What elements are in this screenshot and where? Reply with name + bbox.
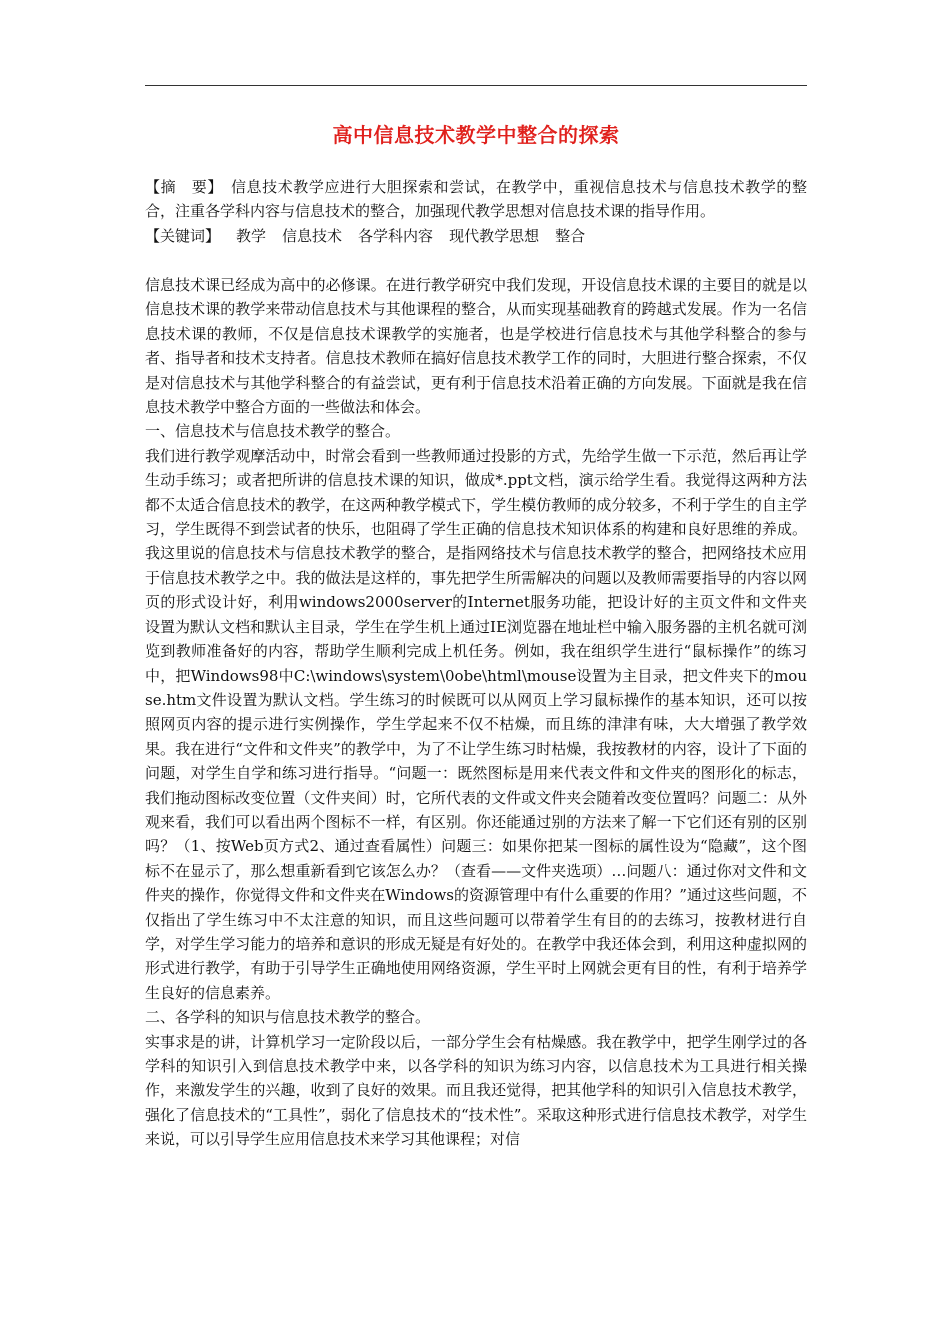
keyword: 教学 [236,227,267,245]
intro-paragraph: 信息技术课已经成为高中的必修课。在进行教学研究中我们发现，开设信息技术课的主要目的就是以信息技术课的教学来带动信息技术与其他课程的整合，从而实现基础教育的跨越式发展。作为一名信息技术课的教师，不仅是信息技术课教学的实施者，也是学校进行信息技术与其他学科整合的参与者、指导者和技术支持者。信息技术教师在搞好信息技术教学工作的同时，大胆进行整合探索，不仅是对信息技术与其他学科整合的有益尝试，更有利于信息技术沿着正确的方向发展。下面就是我在信息技术教学中整合方面的一些做法和体会。 [145,276,807,417]
header-rule [145,85,807,86]
body-paragraph: 实事求是的讲，计算机学习一定阶段以后，一部分学生会有枯燥感。我在教学中，把学生刚学过的各学科的知识引入到信息技术教学中来，以各学科的知识为练习内容，以信息技术为工具进行相关操作，来激发学生的兴趣，收到了良好的效果。而且我还觉得，把其他学科的知识引入信息技术教学，强化了信息技术的“工具性”，弱化了信息技术的“技术性”。采取这种形式进行信息技术教学，对学生来说，可以引导学生应用信息技术来学习其他课程；对信 [145,1032,807,1149]
body-paragraph: 我们进行教学观摩活动中，时常会看到一些教师通过投影的方式，先给学生做一下示范，然后再让学生动手练习；或者把所讲的信息技术课的知识，做成*.ppt文档，演示给学生看。我觉得这两种方法都不太适合信息技术的教学，在这两种教学模式下，学生模仿教师的成分较多，不利于学生的自主学习，学生既得不到尝试者的快乐，也阻碍了学生正确的信息技术知识体系的构建和良好思维的养成。我这里说的信息技术与信息技术教学的整合，是指网络技术与信息技术教学的整合，把网络技术应用于信息技术教学之中。我的做法是这样的，事先把学生所需解决的问题以及教师需要指导的内容以网页的形式设计好，利用windows2000server的Internet服务功能，把设计好的主页文件和文件夹设置为默认文档和默认主目录，学生在学生机上通过IE浏览器在地址栏中输入服务器的主机名就可浏览到教师准备好的内容，帮助学生顺利完成上机任务。例如，我在组织学生进行“鼠标操作”的练习中，把Windows98中C:\windows\system\0obe\html\mouse设置为主目录，把文件夹下的mouse.htm文件设置为默认文档。学生练习的时候既可以从网页上学习鼠标操作的基本知识，还可以按照网页内容的提示进行实例操作，学生学起来不仅不枯燥，而且练的津津有味，大大增强了教学效果。我在进行“文件和文件夹”的教学中，为了不让学生练习时枯燥，我按教材的内容，设计了下面的问题，对学生自学和练习进行指导。“问题一：既然图标是用来代表文件和文件夹的图形化的标志，我们拖动图标改变位置（文件夹间）时，它所代表的文件或文件夹会随着改变位置吗？问题二：从外观来看，我们可以看出两个图标不一样，有区别。你还能通过别的方法来了解一下它们还有别的区别吗？（1、按Web页方式2、通过查看属性）问题三：如果你把某一图标的属性设为“隐藏”，这个图标不在显示了，那么想重新看到它该怎么办？（查看——文件夹选项）…问题八：通过你对文件和文件夹的操作，你觉得文件和文件夹在Windows的资源管理中有什么重要的作用？”通过这些问题，不仅指出了学生练习中不太注意的知识，而且这些问题可以带着学生有目的的去练习，按教材进行自学，对学生学习能力的培养和意识的形成无疑是有好处的。在教学中我还体会到，利用这种虚拟网的形式进行教学，有助于引导学生正确地使用网络资源，学生平时上网就会更有目的性，有利于培养学生良好的信息素养。 [145,446,807,1002]
abstract-label: 【摘 要】 [145,178,223,196]
keyword: 各学科内容 [358,227,434,245]
keywords [145,224,807,248]
section-heading: 二、各学科的知识与信息技术教学的整合。 [145,1008,431,1027]
keyword: 现代教学思想 [449,227,540,245]
keyword: 信息技术 [282,227,343,245]
abstract [145,175,807,224]
document-body [145,273,807,1152]
keywords-label: 【关键词】 [145,227,221,245]
abstract-text: 信息技术教学应进行大胆探索和尝试，在教学中，重视信息技术与信息技术教学的整合，注重各学科内容与信息技术的整合，加强现代教学思想对信息技术课的指导作用。 [145,178,807,221]
document-title: 高中信息技术教学中整合的探索 [332,123,620,147]
keyword: 整合 [555,227,586,245]
section-heading: 一、信息技术与信息技术教学的整合。 [145,422,401,441]
